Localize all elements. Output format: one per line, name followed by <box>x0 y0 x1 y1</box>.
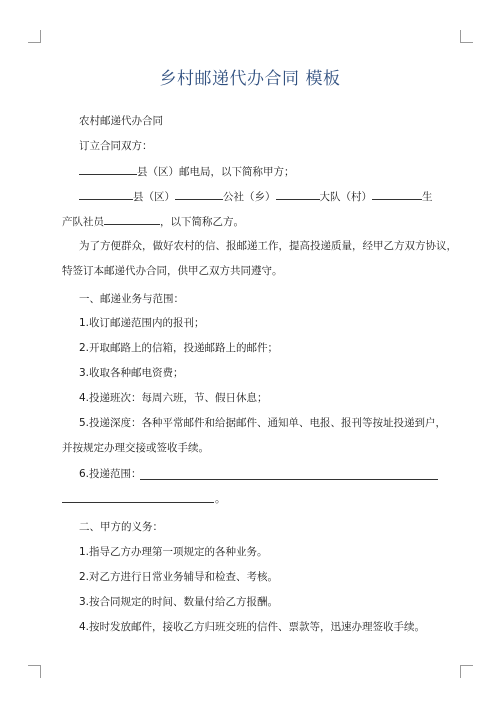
party-b-line-2 <box>62 214 244 229</box>
party-a-line <box>79 164 295 179</box>
delivery-range-rule-1 <box>140 479 438 480</box>
contract-heading: 农村邮递代办合同 <box>79 115 163 127</box>
party-b-team: 生 <box>422 191 433 203</box>
page-corner-mark-top-right <box>460 30 473 43</box>
section-1-item-4: 4.投递班次：每周六班，节、假日休息； <box>79 392 268 404</box>
section-1-item-6-label: 6.投递范围： <box>79 468 142 480</box>
section-1-heading: 一、邮递业务与范围： <box>79 293 184 305</box>
county-blank <box>79 164 137 175</box>
section-1-item-2: 2.开取邮路上的信箱，投递邮路上的邮件； <box>79 342 279 354</box>
party-a-text: 县（区）邮电局，以下简称甲方； <box>137 166 295 178</box>
party-b-text: ，以下简称乙方。 <box>160 216 244 228</box>
section-1-item-5-cont: 并按规定办理交接或签收手续。 <box>62 442 209 454</box>
section-1-item-5: 5.投递深度：各种平常邮件和给据邮件、通知单、电报、报刊等按址投递到户， <box>79 417 447 429</box>
page-corner-mark-bottom-left <box>28 665 41 678</box>
parties-label: 订立合同双方： <box>79 140 153 152</box>
brigade-blank <box>276 189 320 200</box>
preamble-line-2: 特签订本邮递代办合同，供甲乙双方共同遵守。 <box>62 265 283 277</box>
team-blank <box>372 189 422 200</box>
party-b-member: 产队社员 <box>62 216 104 228</box>
party-b-commune: 公社（乡） <box>223 191 276 203</box>
party-b-county: 县（区） <box>133 191 175 203</box>
section-1-item-3: 3.收取各种邮电资费； <box>79 367 184 379</box>
commune-blank <box>175 189 223 200</box>
party-b-line <box>79 189 433 204</box>
delivery-range-end-mark: 。 <box>215 493 226 505</box>
preamble-line-1: 为了方便群众，做好农村的信、报邮递工作，提高投递质量，经甲乙方双方协议， <box>79 240 457 252</box>
document-title: 乡村邮递代办合同 模板 <box>159 69 341 89</box>
page-corner-mark-bottom-right <box>460 665 473 678</box>
section-1-item-1: 1.收订邮递范围内的报刊； <box>79 317 205 329</box>
member-blank <box>104 214 160 225</box>
party-b-brigade: 大队（村） <box>319 191 372 203</box>
page-corner-mark-top-left <box>28 30 41 43</box>
section-2-item-1: 1.指导乙方办理第一项规定的各种业务。 <box>79 546 268 558</box>
section-2-heading: 二、甲方的义务： <box>79 521 163 533</box>
section-2-item-2: 2.对乙方进行日常业务辅导和检查、考核。 <box>79 571 279 583</box>
section-2-item-4: 4.按时发放邮件，接收乙方归班交班的信件、票款等，迅速办理签收手续。 <box>79 621 426 633</box>
county-blank-2 <box>79 189 133 200</box>
delivery-range-rule-2 <box>62 502 214 503</box>
section-2-item-3: 3.按合同规定的时间、数量付给乙方报酬。 <box>79 596 279 608</box>
